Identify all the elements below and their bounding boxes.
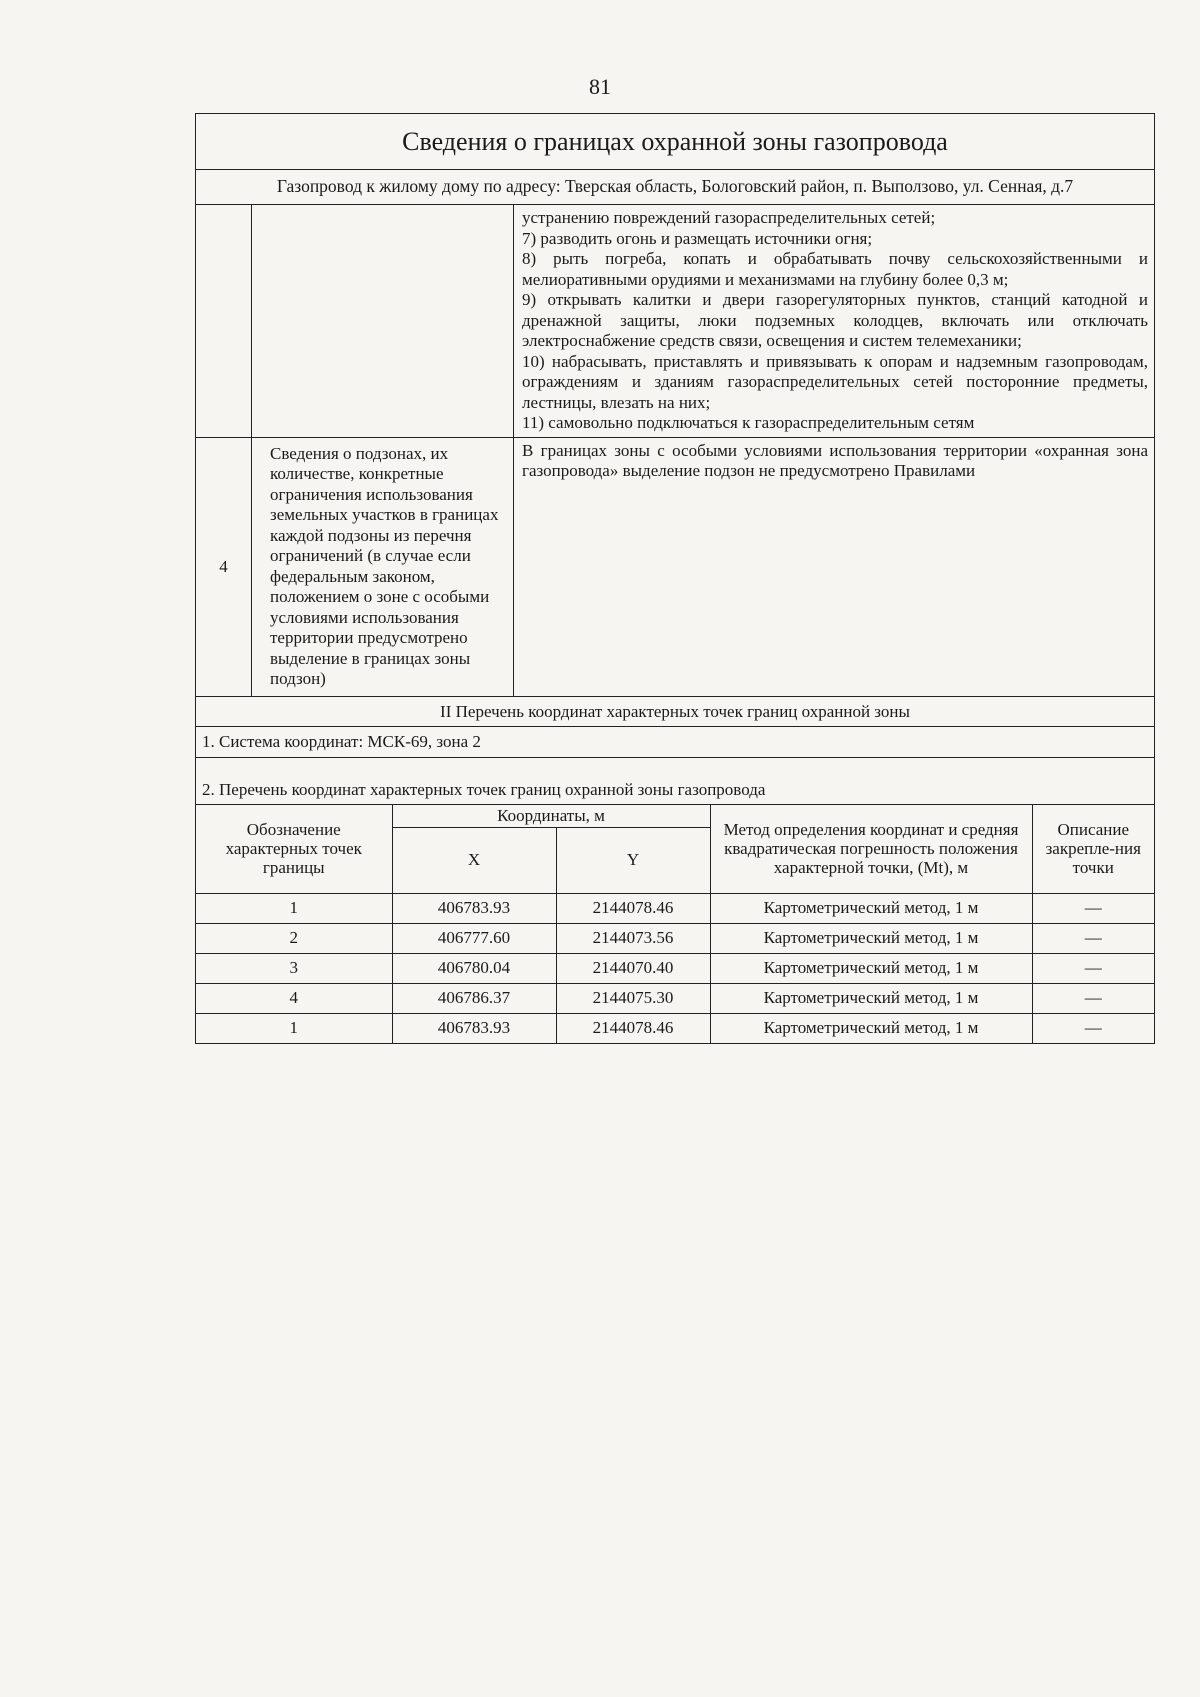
header-coordinates: Координаты, м bbox=[392, 805, 710, 828]
subzones-text: В границах зоны с особыми условиями использования территории «охранная зона газопровода» выделение подзон не предусмотрено Правилами bbox=[522, 440, 1148, 480]
y-cell: 2144078.46 bbox=[556, 893, 710, 923]
point-cell: 3 bbox=[196, 953, 392, 983]
x-cell: 406783.93 bbox=[392, 893, 556, 923]
point-cell: 4 bbox=[196, 983, 392, 1013]
coordinate-system: 1. Система координат: МСК-69, зона 2 bbox=[196, 727, 1154, 758]
table-row bbox=[196, 893, 1154, 923]
restrictions-continued-row bbox=[196, 205, 1154, 438]
header-description: Описание закрепле-ния точки bbox=[1032, 805, 1154, 894]
desc-cell: — bbox=[1032, 983, 1154, 1013]
row-number: 4 bbox=[196, 438, 252, 696]
restriction-item: устранению повреждений газораспределительных сетей; bbox=[522, 208, 936, 227]
desc-cell: — bbox=[1032, 953, 1154, 983]
restriction-item: 10) набрасывать, приставлять и привязывать к опорам и надземным газопроводам, ограждениям и зданиям газораспределительных сетей посторонние предметы, лестницы, влезать на них; bbox=[522, 351, 1148, 412]
header-point: Обозначение характерных точек границы bbox=[196, 805, 392, 894]
coordinates-list-title: 2. Перечень координат характерных точек границ охранной зоны газопровода bbox=[196, 758, 1154, 805]
restrictions-text bbox=[514, 205, 1154, 437]
method-cell: Картометрический метод, 1 м bbox=[710, 923, 1032, 953]
y-cell: 2144073.56 bbox=[556, 923, 710, 953]
x-cell: 406777.60 bbox=[392, 923, 556, 953]
header-x: X bbox=[392, 827, 556, 893]
header-method: Метод определения координат и средняя квадратическая погрешность положения характерной точки, (Mt), м bbox=[710, 805, 1032, 894]
table-row bbox=[196, 1013, 1154, 1043]
method-cell: Картометрический метод, 1 м bbox=[710, 983, 1032, 1013]
restriction-item: 7) разводить огонь и размещать источники огня; bbox=[522, 228, 873, 248]
x-cell: 406780.04 bbox=[392, 953, 556, 983]
x-cell: 406783.93 bbox=[392, 1013, 556, 1043]
method-cell: Картометрический метод, 1 м bbox=[710, 953, 1032, 983]
document-title: Сведения о границах охранной зоны газопровода bbox=[196, 114, 1154, 170]
desc-cell: — bbox=[1032, 1013, 1154, 1043]
section-heading: II Перечень координат характерных точек границ охранной зоны bbox=[196, 697, 1154, 727]
method-cell: Картометрический метод, 1 м bbox=[710, 893, 1032, 923]
row-label-cell bbox=[252, 205, 514, 437]
object-address: Газопровод к жилому дому по адресу: Тверская область, Бологовский район, п. Выползово, ул. Сенная, д.7 bbox=[196, 170, 1154, 205]
method-cell: Картометрический метод, 1 м bbox=[710, 1013, 1032, 1043]
y-cell: 2144075.30 bbox=[556, 983, 710, 1013]
restriction-item: 9) открывать калитки и двери газорегуляторных пунктов, станций катодной и дренажной защиты, люки подземных колодцев, включать или отключать электроснабжение средств связи, освещения и систем телемеханики; bbox=[522, 290, 1148, 350]
desc-cell: — bbox=[1032, 923, 1154, 953]
row-number-cell bbox=[196, 205, 252, 437]
table-row bbox=[196, 953, 1154, 983]
desc-cell: — bbox=[1032, 893, 1154, 923]
subzones-row bbox=[196, 438, 1154, 697]
restriction-item: 11) самовольно подключаться к газораспределительным сетям bbox=[522, 413, 975, 432]
boundary-info-table bbox=[195, 113, 1155, 1044]
page-number: 81 bbox=[589, 74, 611, 99]
coordinates-table bbox=[196, 805, 1154, 1043]
y-cell: 2144078.46 bbox=[556, 1013, 710, 1043]
point-cell: 2 bbox=[196, 923, 392, 953]
table-row bbox=[196, 983, 1154, 1013]
y-cell: 2144070.40 bbox=[556, 953, 710, 983]
subzones-label: Сведения о подзонах, их количестве, конкретные ограничения использования земельных участков в границах каждой подзоны из перечня ограничений (в случае если федеральным законом, положением о зоне с особыми условиями использования территории предусмотрено выделение в границах зоны подзон) bbox=[252, 438, 514, 696]
header-y: Y bbox=[556, 827, 710, 893]
point-cell: 1 bbox=[196, 893, 392, 923]
point-cell: 1 bbox=[196, 1013, 392, 1043]
restriction-item: 8) рыть погреба, копать и обрабатывать почву сельскохозяйственными и мелиоративными орудиями и механизмами на глубину более 0,3 м; bbox=[522, 249, 1148, 289]
table-row bbox=[196, 923, 1154, 953]
x-cell: 406786.37 bbox=[392, 983, 556, 1013]
